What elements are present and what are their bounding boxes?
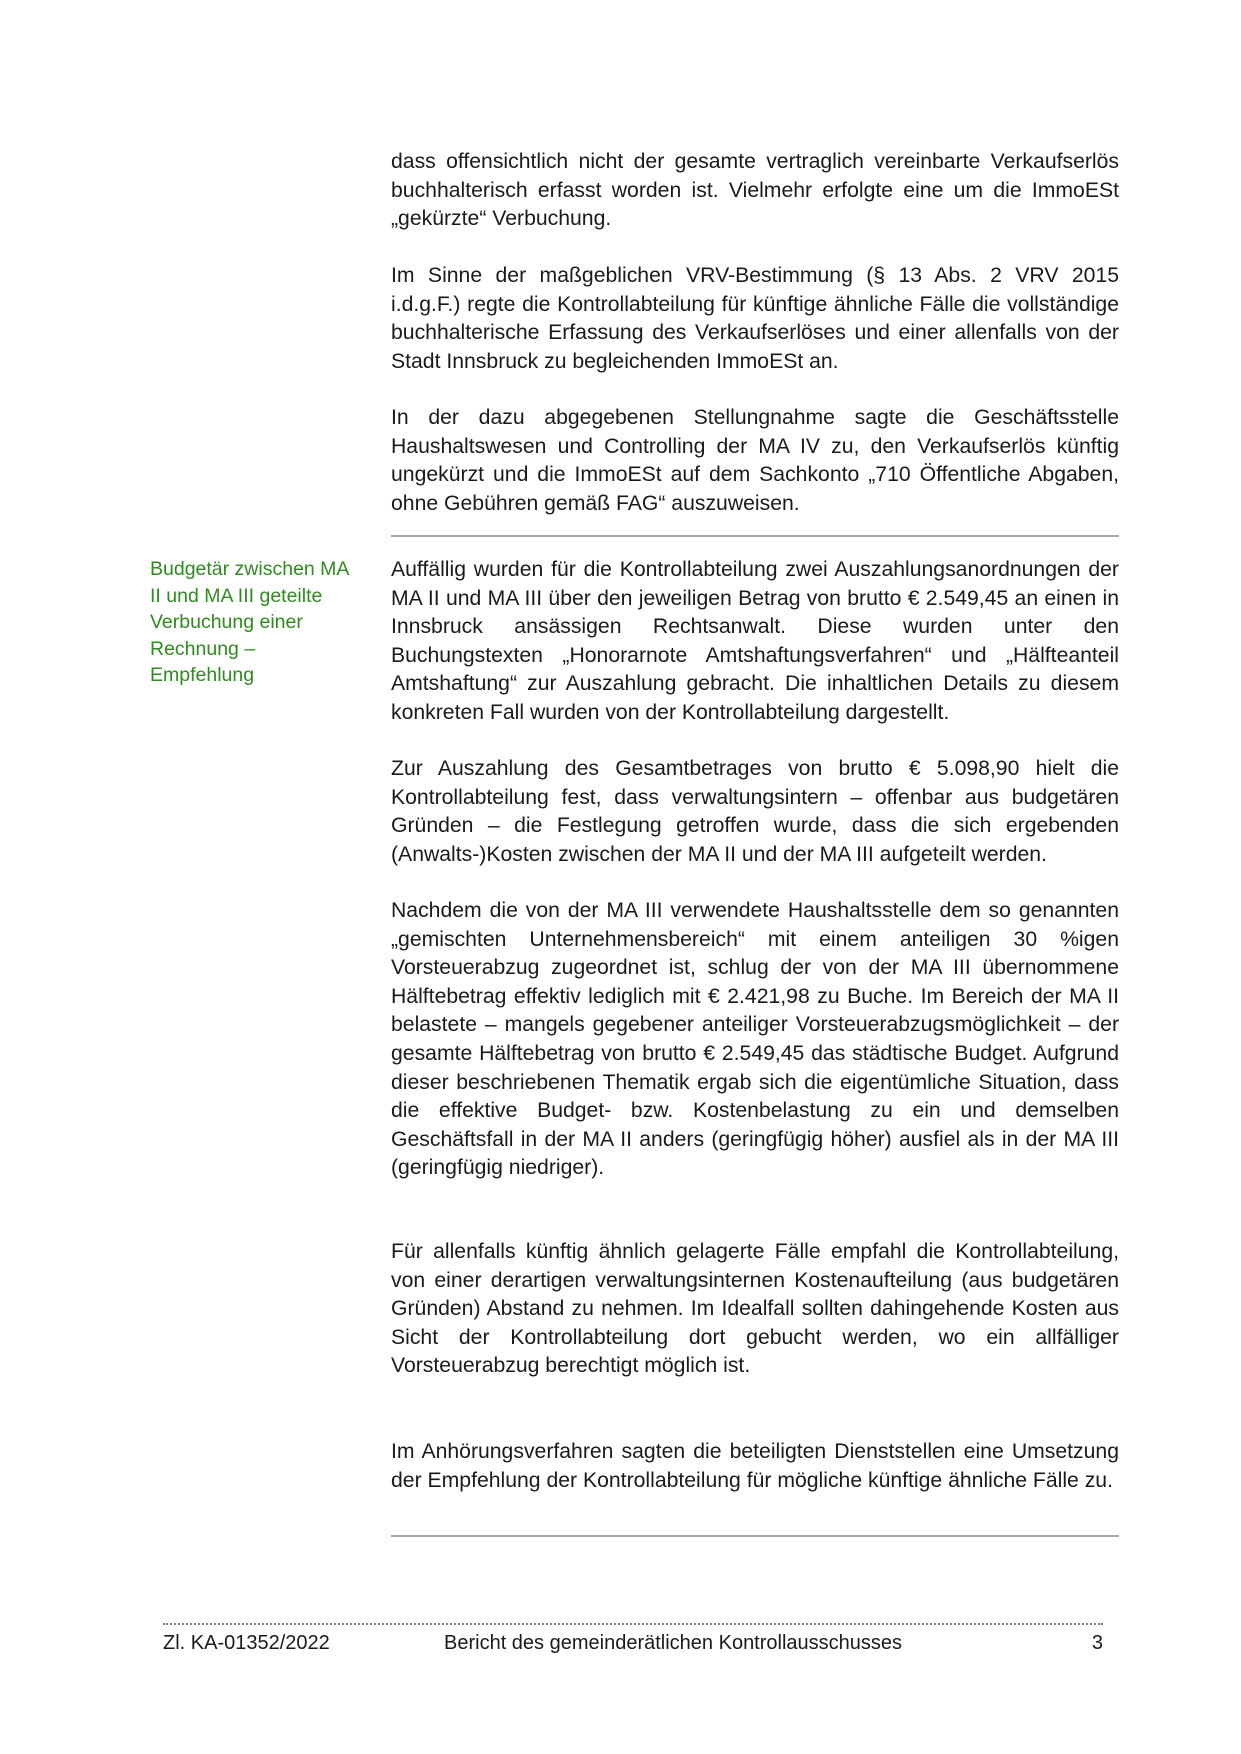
- paragraph: Im Sinne der maßgeblichen VRV-Bestimmung (§ 13 Abs. 2 VRV 2015 i.d.g.F.) regte die Kontrollabteilung für künftige ähnliche Fälle die vollständige buchhalterische Erfassung des Verkaufserlöses und einer allenfalls von der Stadt Innsbruck zu begleichenden ImmoESt an.: [391, 264, 1119, 373]
- footer-divider: [163, 1623, 1103, 1625]
- paragraph: Auffällig wurden für die Kontrollabteilung zwei Auszahlungsanordnungen der MA II und MA III über den jeweiligen Betrag von brutto € 2.549,45 an einen in Innsbruck ansässigen Rechtsanwalt. Diese wurden unter den Buchungstexten „Honorarnote Amtshaftungsverfahren“ und „Hälfteanteil Amtshaftung“ zur Auszahlung gebracht. Die inhaltlichen Details zu diesem konkreten Fall wurden von der Kontrollabteilung dargestellt.: [391, 558, 1119, 724]
- paragraph: dass offensichtlich nicht der gesamte vertraglich vereinbarte Verkaufserlös buchhalterisch erfasst worden ist. Vielmehr erfolgte eine um die ImmoESt „gekürzte“ Verbuchung.: [391, 150, 1119, 231]
- page-footer: [163, 1629, 1103, 1657]
- report-title: Bericht des gemeinderätlichen Kontrollausschusses: [444, 1632, 903, 1654]
- paragraph: In der dazu abgegebenen Stellungnahme sagte die Geschäftsstelle Haushaltswesen und Controlling der MA IV zu, den Verkaufserlös künftig ungekürzt und die ImmoESt auf dem Sachkonto „710 Öffentliche Abgaben, ohne Gebühren gemäß FAG“ auszuweisen.: [391, 406, 1119, 515]
- document-reference: Zl. KA-01352/2022: [163, 1632, 330, 1654]
- paragraph: Zur Auszahlung des Gesamtbetrages von brutto € 5.098,90 hielt die Kontrollabteilung fest, dass verwaltungsintern – offenbar aus budgetären Gründen – die Festlegung getroffen wurde, dass die sich ergebenden (Anwalts-)Kosten zwischen der MA II und der MA III aufgeteilt werden.: [391, 757, 1119, 866]
- paragraph: Für allenfalls künftig ähnlich gelagerte Fälle empfahl die Kontrollabteilung, von einer derartigen verwaltungsinternen Kostenaufteilung (aus budgetären Gründen) Abstand zu nehmen. Im Idealfall sollten dahingehende Kosten aus Sicht der Kontrollabteilung dort gebucht werden, wo ein allfälliger Vorsteuerabzug berechtigt möglich ist.: [391, 1240, 1119, 1378]
- section-divider: [391, 1535, 1119, 1537]
- page-number: 3: [1091, 1632, 1103, 1654]
- margin-heading: Budgetär zwischen MA II und MA III geteilte Verbuchung einer Rechnung – Empfehlung: [150, 558, 349, 686]
- paragraph: Im Anhörungsverfahren sagten die beteiligten Dienststellen eine Umsetzung der Empfehlung der Kontrollabteilung für mögliche künftige ähnliche Fälle zu.: [391, 1440, 1119, 1492]
- paragraph: Nachdem die von der MA III verwendete Haushaltsstelle dem so genannten „gemischten Unternehmensbereich“ mit einem anteiligen 30 %igen Vorsteuerabzug zugeordnet ist, schlug der von der MA III übernommene Hälftebetrag effektiv lediglich mit € 2.421,98 zu Buche. Im Bereich der MA II belastete – mangels gegebener anteiliger Vorsteuerabzugsmöglichkeit – der gesamte Hälftebetrag von brutto € 2.549,45 das städtische Budget. Aufgrund dieser beschriebenen Thematik ergab sich die eigentümliche Situation, dass die effektive Budget- bzw. Kostenbelastung zu ein und demselben Geschäftsfall in der MA II anders (geringfügig höher) ausfiel als in der MA III (geringfügig niedriger).: [391, 899, 1119, 1180]
- section-divider: [391, 535, 1119, 537]
